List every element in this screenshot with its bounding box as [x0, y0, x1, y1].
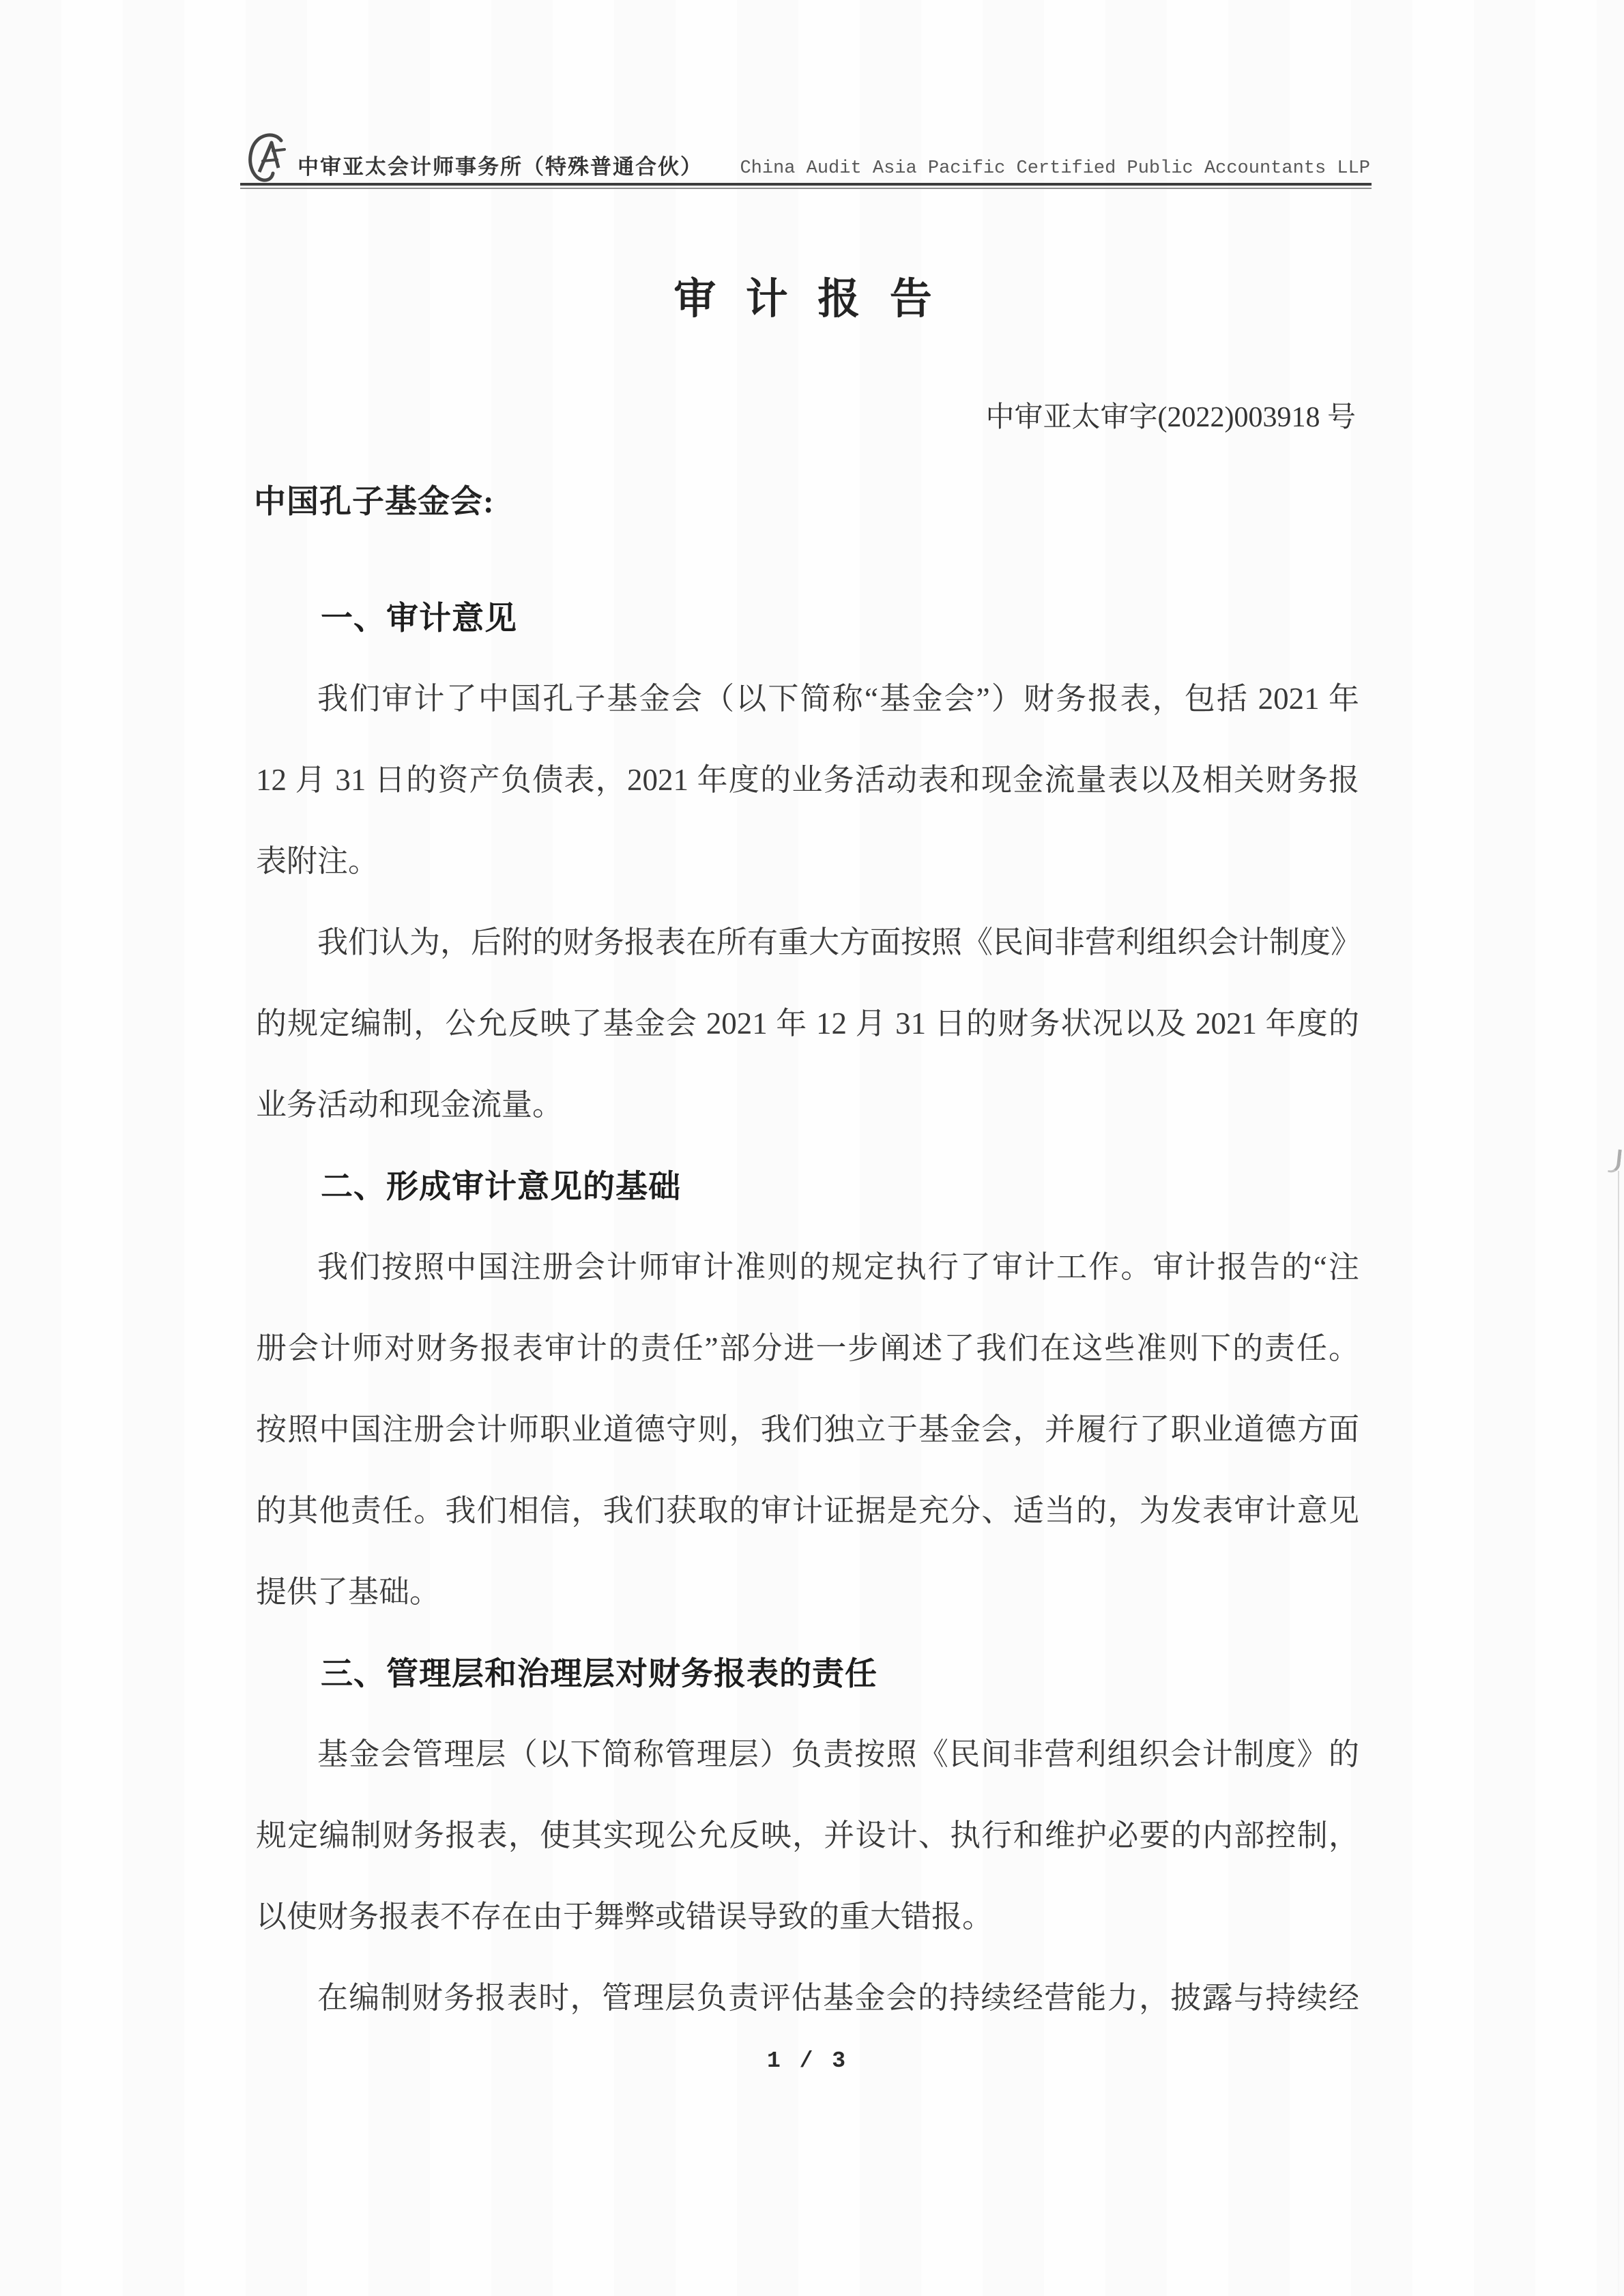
paragraph-line: 在编制财务报表时，管理层负责评估基金会的持续经营能力，披露与持续经: [317, 1981, 1359, 2015]
paragraph-line: 我们审计了中国孔子基金会（以下简称“基金会”）财务报表，包括 2021 年: [317, 682, 1359, 716]
paragraph-line: 规定编制财务报表，使其实现公允反映，并设计、执行和维护必要的内部控制，: [256, 1818, 1359, 1852]
paragraph-line: 我们按照中国注册会计师审计准则的规定执行了审计工作。审计报告的“注: [317, 1250, 1359, 1284]
reference-number: 中审亚太审字(2022)003918 号: [985, 402, 1356, 433]
firm-logo-icon: [244, 131, 292, 184]
paragraph-line: 表附注。: [256, 844, 379, 878]
paragraph-line: 提供了基础。: [256, 1575, 441, 1609]
scan-artifact-line: [1618, 1171, 1619, 2296]
paragraph-line: 我们认为，后附的财务报表在所有重大方面按照《民间非营利组织会计制度》: [317, 925, 1362, 959]
letterhead-divider: [240, 183, 1372, 189]
document-title: 审 计 报 告: [673, 276, 942, 323]
paragraph-line: 册会计师对财务报表审计的责任”部分进一步阐述了我们在这些准则下的责任。: [256, 1331, 1359, 1365]
firm-name-english: China Audit Asia Pacific Certified Public Accountants LLP: [740, 158, 1370, 179]
paragraph-line: 以使财务报表不存在由于舞弊或错误导致的重大错报。: [256, 1900, 994, 1934]
section-heading: 二、形成审计意见的基础: [321, 1168, 681, 1204]
paragraph-line: 的规定编制，公允反映了基金会 2021 年 12 月 31 日的财务状况以及 2021 年度的: [256, 1006, 1359, 1041]
scan-artifact-mark: [1608, 1148, 1622, 1174]
paragraph-line: 按照中国注册会计师职业道德守则，我们独立于基金会，并履行了职业道德方面: [256, 1412, 1359, 1447]
firm-name-chinese: 中审亚太会计师事务所（特殊普通合伙）: [298, 155, 703, 179]
paragraph-line: 12 月 31 日的资产负债表，2021 年度的业务活动表和现金流量表以及相关财务报: [256, 763, 1359, 797]
addressee: 中国孔子基金会:: [254, 484, 495, 520]
section-heading: 一、审计意见: [321, 600, 517, 636]
letterhead: [244, 131, 1370, 184]
paragraph-line: 的其他责任。我们相信，我们获取的审计证据是充分、适当的，为发表审计意见: [256, 1494, 1359, 1528]
paragraph-line: 业务活动和现金流量。: [256, 1088, 564, 1122]
document-body: [256, 577, 1362, 2039]
paragraph-line: 基金会管理层（以下简称管理层）负责按照《民间非营利组织会计制度》的: [317, 1737, 1359, 1771]
page-number-indicator: 1 / 3: [766, 2048, 849, 2074]
section-heading: 三、管理层和治理层对财务报表的责任: [321, 1655, 878, 1691]
